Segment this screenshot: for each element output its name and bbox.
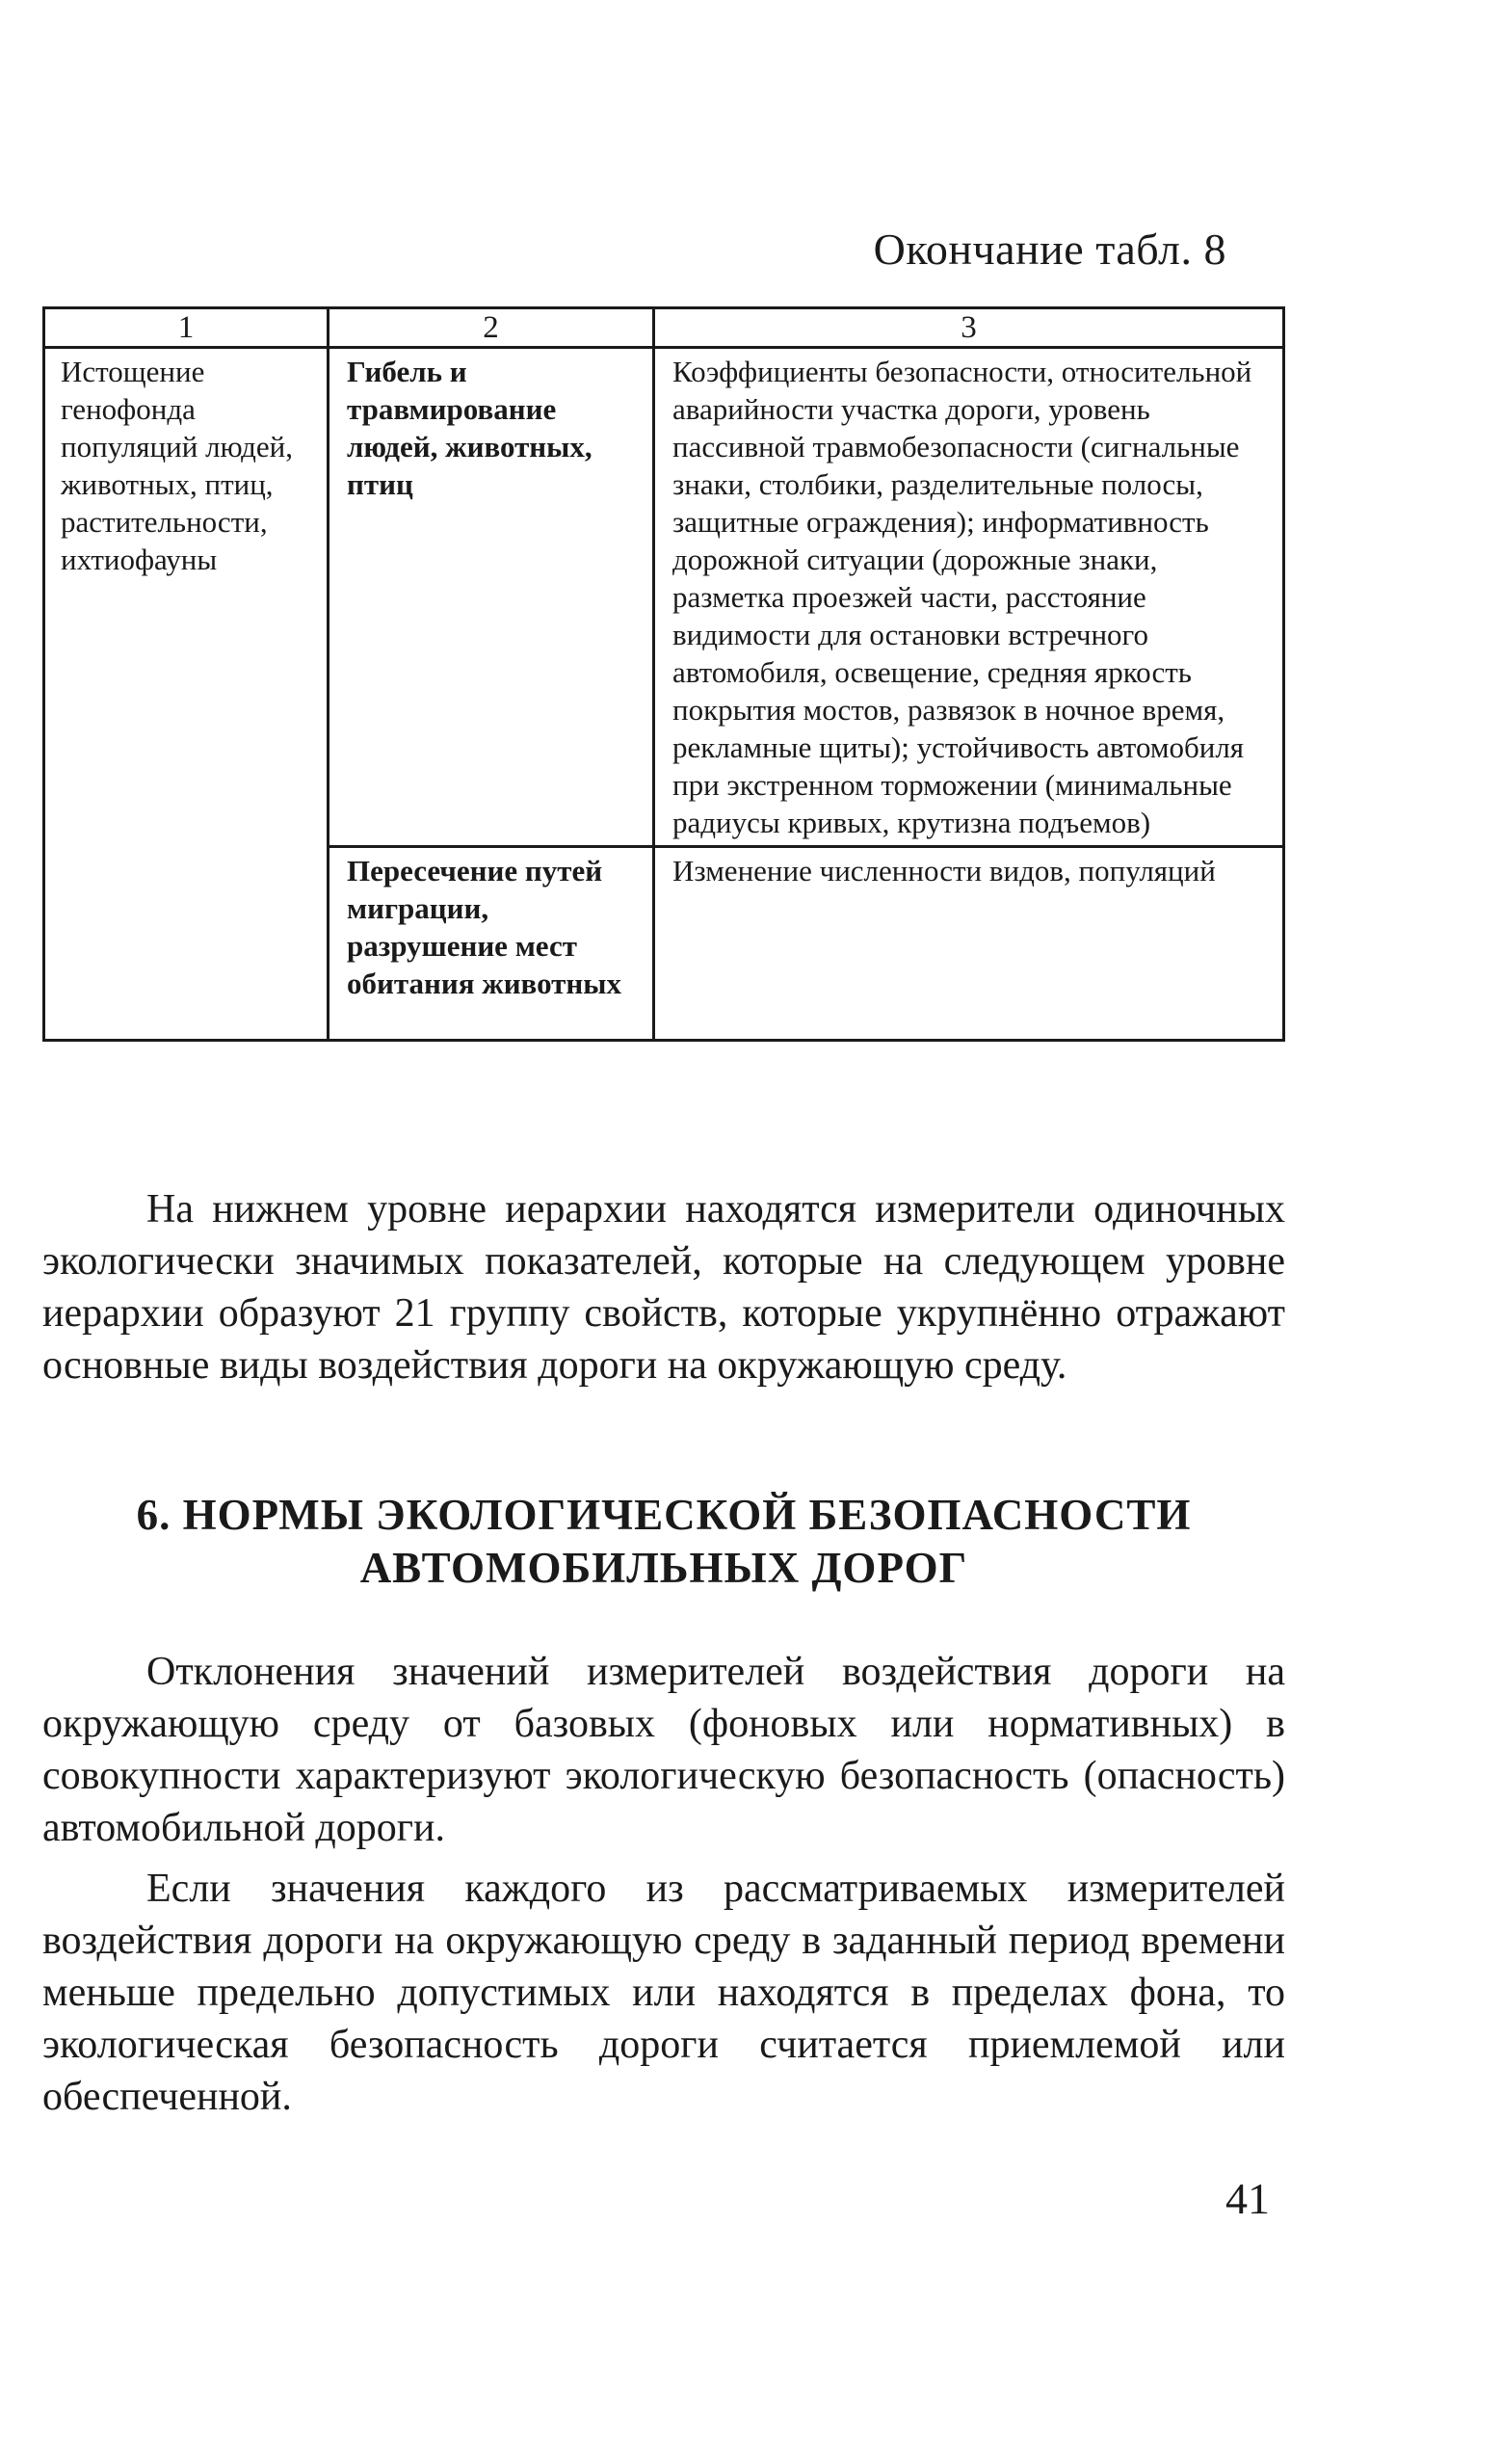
- table-header-row: [44, 308, 1284, 348]
- section-heading: [42, 1489, 1285, 1595]
- table-header-cell: 3: [654, 308, 1284, 348]
- paragraph: [42, 1863, 1285, 2123]
- table-caption: Окончание табл. 8: [873, 225, 1226, 274]
- paragraph-text: На нижнем уровне иерархии находятся измерители одиночных экологически значимых показателей, которые на следующем уровне иерархии образуют 21 группу свойств, которые укрупнённо отражают основные виды воздействия дороги на окружающую среду.: [42, 1187, 1285, 1388]
- table-cell-col1: Истощение генофонда популяций людей, животных, птиц, растительности, ихтиофауны: [44, 348, 329, 1041]
- paragraph: [42, 1183, 1285, 1391]
- paragraph-text: Если значения каждого из рассматриваемых измерителей воздействия дороги на окружающую среду в заданный период времени меньше предельно допустимых или находятся в пределах фона, то экологическая безопасность дороги считается приемлемой или обеспеченной.: [42, 1867, 1285, 2119]
- table-cell-col3: Коэффициенты безопасности, относительной аварийности участка дороги, уровень пассивной травмобезопасности (сигнальные знаки, столбики, разделительные полосы, защитные ограждения); информативность дорожной ситуации (дорожные знаки, разметка проезжей части, расстояние видимости для остановки встречного автомобиля, освещение, средняя яркость покрытия мостов, развязок в ночное время, рекламные щиты); устойчивость автомобиля при экстренном торможении (минимальные радиусы кривых, крутизна подъемов): [654, 348, 1284, 847]
- section-heading-line: 6. НОРМЫ ЭКОЛОГИЧЕСКОЙ БЕЗОПАСНОСТИ: [136, 1491, 1192, 1539]
- table-cell-col2: Пересечение путей миграции, разрушение мест обитания животных: [329, 847, 654, 1041]
- paragraph: [42, 1646, 1285, 1854]
- paragraph-text: Отклонения значений измерителей воздействия дороги на окружающую среду от базовых (фоновых или нормативных) в совокупности характеризуют экологическую безопасность (опасность) автомобильной дороги.: [42, 1650, 1285, 1850]
- table-row: [44, 348, 1284, 847]
- section-heading-line: АВТОМОБИЛЬНЫХ ДОРОГ: [359, 1544, 968, 1592]
- table-cell-col3: Изменение численности видов, популяций: [654, 847, 1284, 1041]
- table-header-cell: 1: [44, 308, 329, 348]
- page-number: 41: [1225, 2174, 1270, 2223]
- table-header-cell: 2: [329, 308, 654, 348]
- table-cell-col2: Гибель и травмирование людей, животных, птиц: [329, 348, 654, 847]
- table-8: [42, 306, 1285, 1042]
